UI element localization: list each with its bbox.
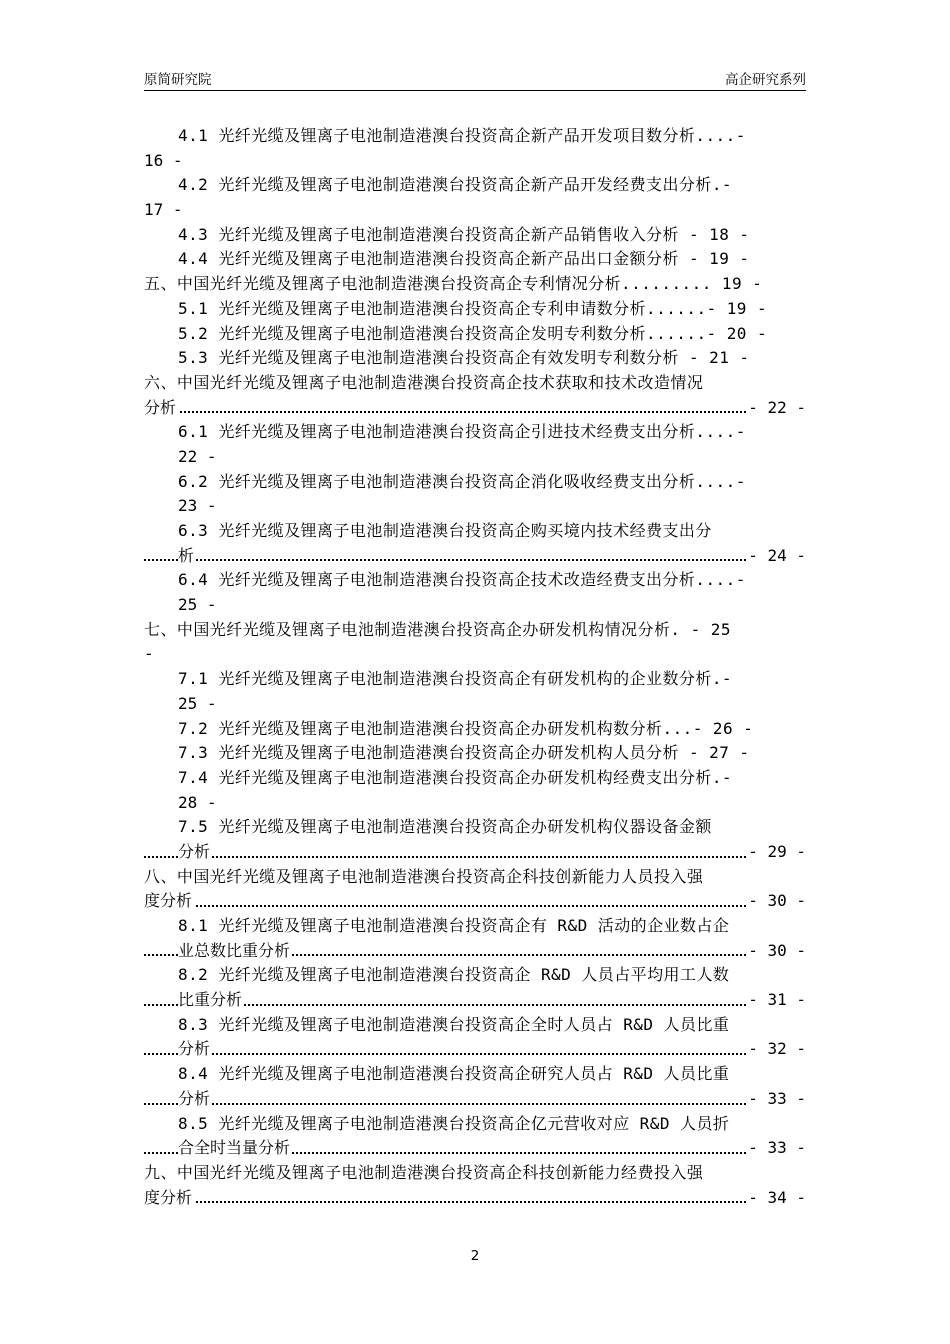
toc-entry[interactable]: 8.2 光纤光缆及锂离子电池制造港澳台投资高企 R&D 人员占平均用工人数 [178,965,730,985]
table-of-contents [144,124,806,1210]
toc-chapter[interactable]: 九、中国光纤光缆及锂离子电池制造港澳台投资高企科技创新能力经费投入强 [144,1162,704,1182]
toc-entry[interactable]: 6.4 光纤光缆及锂离子电池制造港澳台投资高企技术改造经费支出分析....- [178,570,746,590]
toc-entry-cont: 合全时当量分析 - 33 - [144,1136,806,1161]
toc-chapter-cont: 度分析 - 30 - [144,889,806,914]
toc-entry-cont: 17 - [144,200,183,220]
toc-entry-cont: 分析 - 29 - [144,840,806,865]
toc-entry[interactable]: 4.2 光纤光缆及锂离子电池制造港澳台投资高企新产品开发经费支出分析.- [178,175,732,195]
toc-entry[interactable]: 6.1 光纤光缆及锂离子电池制造港澳台投资高企引进技术经费支出分析....- [178,422,746,442]
toc-entry[interactable]: 6.2 光纤光缆及锂离子电池制造港澳台投资高企消化吸收经费支出分析....- [178,471,746,491]
toc-entry-cont: 16 - [144,150,183,170]
toc-entry[interactable]: 7.1 光纤光缆及锂离子电池制造港澳台投资高企有研发机构的企业数分析.- [178,669,732,689]
toc-chapter[interactable]: 七、中国光纤光缆及锂离子电池制造港澳台投资高企办研发机构情况分析. - 25 [144,619,731,639]
toc-entry[interactable]: 4.1 光纤光缆及锂离子电池制造港澳台投资高企新产品开发项目数分析....- [178,126,746,145]
toc-entry[interactable]: 5.2 光纤光缆及锂离子电池制造港澳台投资高企发明专利数分析......- 20 - [178,323,768,343]
toc-entry-cont: 28 - [178,792,217,812]
header-series: 高企研究系列 [725,72,806,88]
toc-chapter[interactable]: 六、中国光纤光缆及锂离子电池制造港澳台投资高企技术获取和技术改造情况 [144,372,704,392]
toc-entry-cont: 比重分析 - 31 - [144,988,806,1013]
toc-entry[interactable]: 8.1 光纤光缆及锂离子电池制造港澳台投资高企有 R&D 活动的企业数占企 [178,916,730,935]
toc-entry[interactable]: 4.3 光纤光缆及锂离子电池制造港澳台投资高企新产品销售收入分析 - 18 - [178,224,750,244]
toc-entry-cont: 业总数比重分析 - 30 - [144,939,806,964]
toc-entry-cont: 析 - 24 - [144,544,806,569]
page-header [144,66,806,91]
toc-entry[interactable]: 8.4 光纤光缆及锂离子电池制造港澳台投资高企研究人员占 R&D 人员比重 [178,1064,730,1084]
toc-entry-cont: 分析 - 32 - [144,1037,806,1062]
toc-entry-cont: 23 - [178,496,217,516]
toc-entry[interactable]: 7.2 光纤光缆及锂离子电池制造港澳台投资高企办研发机构数分析...- 26 - [178,718,754,738]
toc-entry[interactable]: 5.1 光纤光缆及锂离子电池制造港澳台投资高企专利申请数分析......- 19 - [178,298,768,318]
toc-entry[interactable]: 6.3 光纤光缆及锂离子电池制造港澳台投资高企购买境内技术经费支出分 [178,521,712,540]
toc-entry[interactable]: 4.4 光纤光缆及锂离子电池制造港澳台投资高企新产品出口金额分析 - 19 - [178,249,750,269]
toc-chapter[interactable]: 八、中国光纤光缆及锂离子电池制造港澳台投资高企科技创新能力人员投入强 [144,866,704,886]
toc-entry-cont: 25 - [178,693,217,713]
toc-entry[interactable]: 8.5 光纤光缆及锂离子电池制造港澳台投资高企亿元营收对应 R&D 人员折 [178,1113,730,1133]
toc-entry-cont: 分析 - 33 - [144,1087,806,1112]
page-number: 2 [470,1248,480,1264]
toc-chapter-cont: 度分析 - 34 - [144,1186,806,1211]
toc-chapter-cont: 分析 - 22 - [144,396,806,421]
toc-entry[interactable]: 8.3 光纤光缆及锂离子电池制造港澳台投资高企全时人员占 R&D 人员比重 [178,1014,730,1034]
toc-entry-cont: 25 - [178,595,217,615]
toc-entry[interactable]: 7.3 光纤光缆及锂离子电池制造港澳台投资高企办研发机构人员分析 - 27 - [178,743,750,763]
toc-chapter-cont: - [144,644,154,664]
toc-entry[interactable]: 7.5 光纤光缆及锂离子电池制造港澳台投资高企办研发机构仪器设备金额 [178,817,712,837]
toc-chapter[interactable]: 五、中国光纤光缆及锂离子电池制造港澳台投资高企专利情况分析......... 19 - [144,274,763,294]
toc-entry[interactable]: 7.4 光纤光缆及锂离子电池制造港澳台投资高企办研发机构经费支出分析.- [178,767,732,787]
header-org: 原简研究院 [144,72,212,88]
toc-entry-cont: 22 - [178,446,217,466]
toc-entry[interactable]: 5.3 光纤光缆及锂离子电池制造港澳台投资高企有效发明专利数分析 - 21 - [178,348,750,368]
